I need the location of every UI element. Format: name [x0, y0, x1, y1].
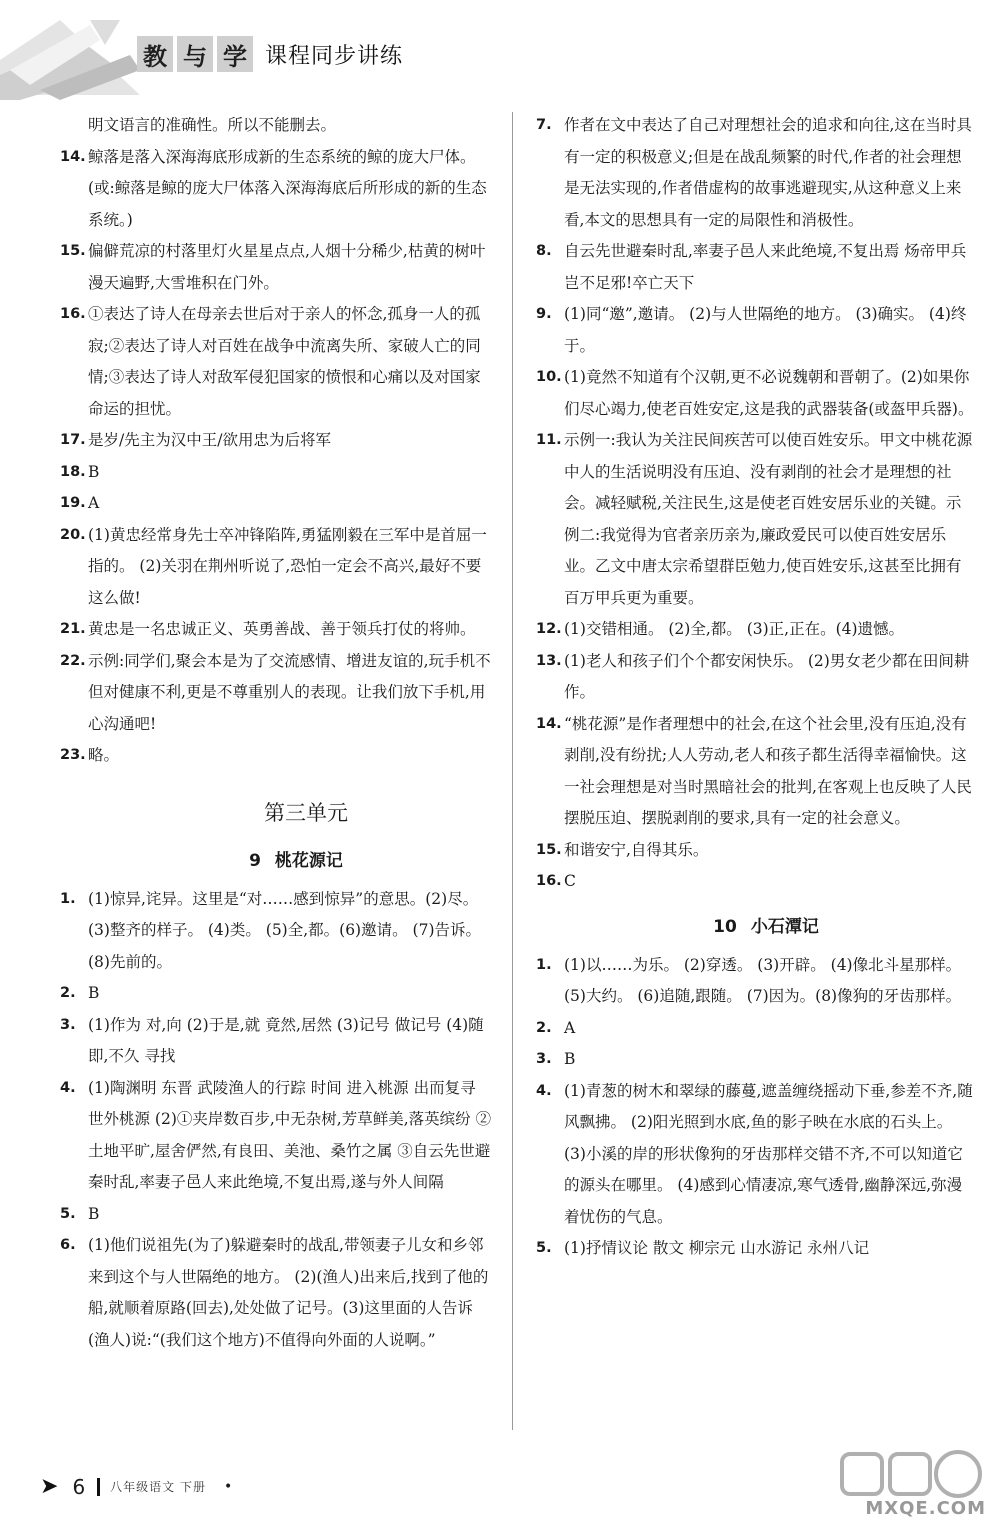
- answer-number: 9.: [536, 306, 552, 322]
- answer-item: [60, 236, 492, 299]
- lesson-title: [536, 910, 976, 944]
- lesson-number: 10: [713, 916, 737, 937]
- answer-text: ①表达了诗人在母亲去世后对于亲人的怀念,孤身一人的孤寂;②表达了诗人对百姓在战争中流离失所、家破人亡的同情;③表达了诗人对敌军侵犯国家的愤恨和心痛以及对国家命运的担忧。: [88, 305, 481, 418]
- answer-text: B: [88, 462, 100, 481]
- right-answer-list-top: [536, 110, 976, 898]
- answer-text: 明文语言的准确性。所以不能删去。: [88, 116, 337, 134]
- brand-char: 与: [177, 36, 213, 72]
- answer-item: [60, 1230, 492, 1356]
- lesson-name: 桃花源记: [274, 850, 343, 871]
- answer-number: 14.: [536, 715, 562, 732]
- answer-item: [60, 740, 492, 772]
- arrow-right-icon: ➤: [40, 1474, 59, 1499]
- answer-number: 11.: [536, 432, 562, 448]
- lesson-number: 9: [249, 850, 261, 871]
- answer-text: (1)惊异,诧异。这里是“对……感到惊异”的意思。(2)尽。 (3)整齐的样子。 (4)类。 (5)全,都。(6)邀请。 (7)告诉。 (8)先前的。: [88, 889, 481, 971]
- answer-text: (1)青葱的树木和翠绿的藤蔓,遮盖缠绕摇动下垂,参差不齐,随风飘拂。 (2)阳光照到水底,鱼的影子映在水底的石头上。 (3)小溪的岸的形状像狗的牙齿那样交错不齐,不可以知道它的源头在哪里。 (4)感到心情凄凉,寒气透骨,幽静深远,弥漫着忧伤的气息。: [564, 1081, 973, 1226]
- answer-item: [60, 614, 492, 646]
- answer-item: [536, 866, 976, 898]
- answer-text: B: [564, 1050, 576, 1068]
- answer-item: [536, 110, 976, 236]
- answer-number: 21.: [60, 621, 86, 637]
- answer-item: [60, 110, 492, 142]
- answer-item: [536, 362, 976, 425]
- answer-item: [60, 1073, 492, 1199]
- answer-item: [536, 1076, 976, 1234]
- page-footer: [40, 1474, 232, 1499]
- page-header: [0, 0, 1000, 100]
- series-title: 课程同步讲练: [265, 43, 404, 69]
- answer-item: [60, 646, 492, 741]
- left-answer-list-bottom: [60, 884, 492, 1357]
- answer-number: 15.: [60, 243, 86, 259]
- brand-char: 学: [217, 36, 253, 72]
- answer-number: 16.: [536, 873, 562, 889]
- column-divider: [512, 112, 513, 1430]
- answer-number: 18.: [60, 463, 86, 480]
- answer-number: 17.: [60, 432, 86, 448]
- lesson-title: [60, 844, 492, 878]
- answer-number: 5.: [536, 1240, 552, 1256]
- brand-char: 教: [137, 36, 173, 72]
- answer-item: [60, 488, 492, 520]
- answer-text: (1)作为 对,向 (2)于是,就 竟然,居然 (3)记号 做记号 (4)随即,不久 寻找: [88, 1015, 484, 1065]
- footer-divider: [97, 1478, 100, 1496]
- answer-item: [536, 236, 976, 299]
- grade-label: 八年级语文 下册: [110, 1480, 206, 1494]
- answer-text: (1)老人和孩子们个个都安闲快乐。 (2)男女老少都在田间耕作。: [564, 651, 970, 701]
- answer-text: C: [564, 872, 576, 890]
- brand: [137, 36, 403, 72]
- answer-number: 23.: [60, 747, 86, 763]
- answer-item: [536, 1044, 976, 1076]
- answer-text: (1)黄忠经常身先士卒冲锋陷阵,勇猛刚毅在三军中是首屈一指的。 (2)关羽在荆州听说了,恐怕一定会不高兴,最好不要这么做!: [88, 525, 487, 607]
- left-answer-list-top: [60, 110, 492, 772]
- answer-number: 3.: [60, 1016, 76, 1033]
- answer-number: 4.: [60, 1079, 76, 1096]
- answer-item: [536, 646, 976, 709]
- answer-text: (1)同“邀”,邀请。 (2)与人世隔绝的地方。 (3)确实。 (4)终于。: [564, 305, 967, 355]
- answer-item: [60, 1199, 492, 1231]
- answer-number: 22.: [60, 652, 86, 669]
- answer-item: [60, 457, 492, 489]
- answer-item: [60, 299, 492, 425]
- answer-text: 示例一:我认为关注民间疾苦可以使百姓安乐。甲文中桃花源中人的生活说明没有压迫、没有剥削的社会才是理想的社会。减轻赋税,关注民生,这是使老百姓安居乐业的关键。示例二:我觉得为官者亲历亲为,廉政爱民可以使百姓安居乐业。乙文中唐太宗希望群臣勉力,使百姓安乐,这甚至比拥有百万甲兵更为重要。: [564, 431, 973, 607]
- answer-item: [536, 950, 976, 1013]
- left-column: [60, 110, 492, 1356]
- answer-item: [536, 835, 976, 867]
- answer-number: 10.: [536, 369, 562, 385]
- answer-item: [536, 299, 976, 362]
- answer-text: 自云先世避秦时乱,率妻子邑人来此绝境,不复出焉 炀帝甲兵岂不足邪!卒亡天下: [564, 242, 967, 292]
- answer-number: 1.: [60, 890, 76, 907]
- answer-text: A: [564, 1018, 576, 1037]
- answer-number: 15.: [536, 841, 562, 858]
- answer-text: B: [88, 1204, 100, 1223]
- answer-text: 是岁/先主为汉中王/欲用忠为后将军: [88, 431, 331, 449]
- answer-number: 20.: [60, 526, 86, 543]
- answer-text: 示例:同学们,聚会本是为了交流感情、增进友谊的,玩手机不但对健康不利,更是不尊重别人的表现。让我们放下手机,用心沟通吧!: [88, 651, 491, 733]
- answer-item: [536, 1233, 976, 1265]
- answer-text: (1)竟然不知道有个汉朝,更不必说魏朝和晋朝了。(2)如果你们尽心竭力,使老百姓安定,这是我的武器装备(或盔甲兵器)。: [564, 368, 974, 418]
- answer-item: [60, 520, 492, 615]
- answer-item: [536, 614, 976, 646]
- answer-item: [60, 425, 492, 457]
- answer-number: 8.: [536, 243, 552, 259]
- answer-number: 13.: [536, 652, 562, 669]
- answer-number: [60, 110, 88, 142]
- answer-item: [536, 709, 976, 835]
- right-column: [536, 110, 976, 1265]
- answer-text: 和谐安宁,自得其乐。: [564, 840, 709, 859]
- answer-text: (1)陶渊明 东晋 武陵渔人的行踪 时间 进入桃源 出而复寻 世外桃源 (2)①夹岸数百步,中无杂树,芳草鲜美,落英缤纷 ②土地平旷,屋舍俨然,有良田、美池、桑竹之属 ③自云先世避秦时乱,率妻子邑人来此绝境,不复出焉,遂与外人间隔: [88, 1078, 492, 1191]
- answer-number: 14.: [60, 148, 86, 165]
- answer-text: A: [88, 494, 100, 512]
- answer-number: 12.: [536, 621, 562, 637]
- answer-text: B: [88, 984, 100, 1002]
- answer-number: 6.: [60, 1237, 76, 1253]
- unit-title: 第三单元: [264, 800, 348, 825]
- answer-text: (1)他们说祖先(为了)躲避秦时的战乱,带领妻子儿女和乡邻来到这个与人世隔绝的地方。 (2)(渔人)出来后,找到了他的船,就顺着原路(回去),处处做了记号。(3)这里面的人告诉(渔人)说:“(我们这个地方)不值得向外面的人说啊。”: [88, 1236, 489, 1349]
- lesson-name: 小石潭记: [750, 916, 819, 937]
- answer-text: “桃花源”是作者理想中的社会,在这个社会里,没有压迫,没有剥削,没有纷扰;人人劳动,老人和孩子都生活得幸福愉快。这一社会理想是对当时黑暗社会的批判,在客观上也反映了人民摆脱压迫、摆脱剥削的要求,具有一定的社会意义。: [564, 714, 972, 827]
- answer-number: 19.: [60, 495, 86, 511]
- answer-number: 7.: [536, 117, 552, 133]
- answer-number: 2.: [536, 1019, 552, 1036]
- answer-text: (1)抒情议论 散文 柳宗元 山水游记 永州八记: [564, 1239, 870, 1257]
- answer-text: 鲸落是落入深海海底形成新的生态系统的鲸的庞大尸体。(或:鲸落是鲸的庞大尸体落入深海海底后所形成的新的生态系统。): [88, 147, 487, 229]
- footer-dot: •: [224, 1478, 233, 1495]
- answer-text: 黄忠是一名忠诚正义、英勇善战、善于领兵打仗的将帅。: [88, 620, 476, 638]
- right-answer-list-bottom: [536, 950, 976, 1265]
- answer-item: [60, 142, 492, 237]
- answer-number: 3.: [536, 1051, 552, 1067]
- answer-number: 16.: [60, 306, 86, 322]
- answer-item: [60, 978, 492, 1010]
- answer-item: [536, 1013, 976, 1045]
- answer-text: 偏僻荒凉的村落里灯火星星点点,人烟十分稀少,枯黄的树叶漫天遍野,大雪堆积在门外。: [88, 242, 486, 292]
- page-number: 6: [72, 1474, 86, 1499]
- answer-text: (1)以……为乐。 (2)穿透。 (3)开辟。 (4)像北斗星那样。 (5)大约。 (6)追随,跟随。 (7)因为。(8)像狗的牙齿那样。: [564, 955, 962, 1005]
- answer-text: 作者在文中表达了自己对理想社会的追求和向往,这在当时具有一定的积极意义;但是在战乱频繁的时代,作者的社会理想是无法实现的,作者借虚构的故事逃避现实,从这种意义上来看,本文的思想具有一定的局限性和消极性。: [564, 116, 972, 229]
- answer-text: (1)交错相通。 (2)全,都。 (3)正,正在。(4)遗憾。: [564, 620, 905, 638]
- answer-number: 5.: [60, 1205, 76, 1222]
- answer-number: 2.: [60, 985, 76, 1001]
- watermark-text: MXQE.COM: [865, 1498, 986, 1519]
- answer-item: [536, 425, 976, 614]
- answer-number: 4.: [536, 1082, 552, 1099]
- answer-number: 1.: [536, 956, 552, 973]
- answer-item: [60, 884, 492, 979]
- answer-item: [60, 1010, 492, 1073]
- answer-text: 略。: [88, 746, 120, 764]
